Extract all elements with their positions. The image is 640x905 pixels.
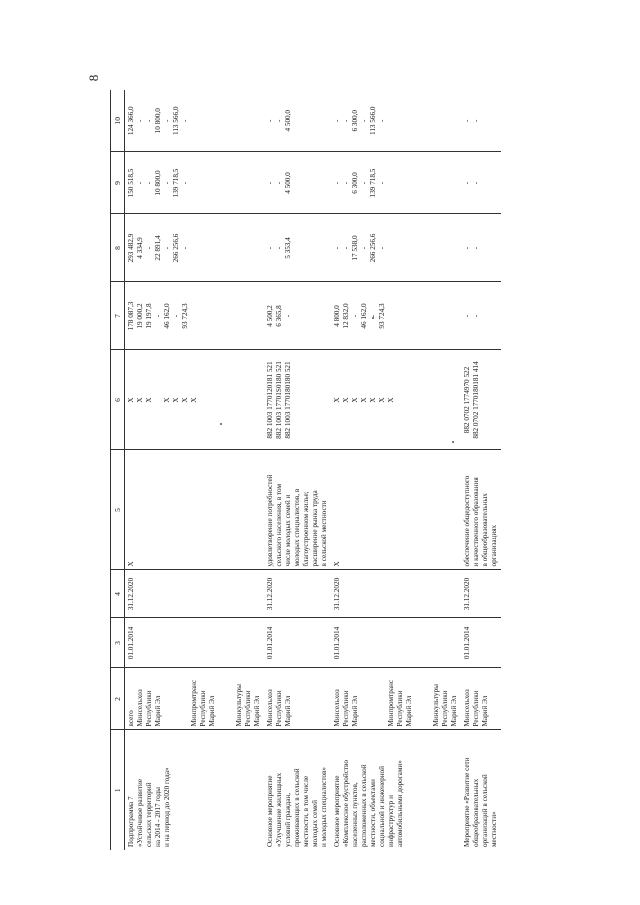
- header-cell: 5: [111, 450, 125, 570]
- header-cell: 2: [111, 668, 125, 730]
- table-row: [264, 90, 331, 850]
- cell-line: молодых специалистов, в: [293, 488, 302, 567]
- cell-line: 113 566,0: [369, 106, 378, 135]
- cell-line: 22 891,4: [154, 235, 163, 261]
- cell-line: -: [333, 181, 342, 185]
- cell-line: 19 000,2: [136, 303, 145, 329]
- table-cell-8: [461, 214, 501, 282]
- cell-line: -: [163, 246, 172, 250]
- header-cell: 3: [111, 618, 125, 668]
- cell-line: 266 256,6: [369, 233, 378, 263]
- cell-line: местности, в том числе: [302, 775, 311, 847]
- cell-line: 93 724,3: [378, 303, 387, 329]
- cell-line: 01.01.2014: [266, 626, 275, 660]
- table-cell-4: [331, 570, 461, 618]
- table-cell-7: [264, 282, 331, 350]
- cell-line: в сельской местности: [320, 500, 329, 567]
- cell-line: X: [333, 397, 342, 403]
- table-row: [461, 90, 501, 850]
- cell-line: молодых семей: [311, 800, 320, 847]
- cell-line: -: [136, 181, 145, 185]
- cell-line: -: [472, 181, 481, 185]
- cell-line: 4 500,2: [266, 305, 275, 327]
- header-cell: 7: [111, 282, 125, 350]
- table-cell-6: [331, 350, 461, 450]
- table-cell-1: [125, 730, 265, 850]
- cell-line: Основное мероприятие: [333, 775, 342, 847]
- header-cell: 9: [111, 152, 125, 214]
- cell-line: -: [360, 119, 369, 122]
- cell-line: благоустроенном жилье;: [302, 491, 311, 567]
- cell-line: -: [360, 181, 369, 185]
- cell-line: 6 300,0: [351, 109, 360, 132]
- cell-line: X: [127, 561, 136, 567]
- cell-line: Республики: [396, 690, 405, 727]
- table-cell-8: [331, 214, 461, 282]
- cell-line: 31.12.2020: [333, 577, 342, 611]
- cell-line: 882 1003 17701S0180 521: [275, 361, 284, 439]
- table-cell-3: [331, 618, 461, 668]
- header-cell: 10: [111, 90, 125, 152]
- cell-line: -: [275, 181, 284, 185]
- table-cell-5: [264, 450, 331, 570]
- cell-line: всего: [127, 710, 136, 727]
- cell-line: 4 500,0: [284, 109, 293, 132]
- cell-line: -: [145, 119, 154, 122]
- header-cell: 6: [111, 350, 125, 450]
- cell-line: -: [463, 314, 472, 318]
- cell-line: 139 718,5: [172, 168, 181, 198]
- table-cell-5: [461, 450, 501, 570]
- table-cell-10: [331, 90, 461, 152]
- cell-line: -: [351, 314, 360, 318]
- cell-line: расположенных в сельской: [360, 764, 369, 847]
- cell-line: Минкультуры: [432, 684, 441, 727]
- cell-line: -: [136, 119, 145, 122]
- table-cell-10: [125, 90, 265, 152]
- cell-line: -: [145, 246, 154, 250]
- cell-line: Республики: [244, 690, 253, 727]
- cell-line: -: [378, 246, 387, 250]
- cell-line: [378, 672, 387, 727]
- table-cell-3: [125, 618, 265, 668]
- table-row: [125, 90, 265, 850]
- cell-line: сельского населения, в том: [275, 483, 284, 567]
- scan-speck: [452, 441, 454, 443]
- table-cell-2: [461, 668, 501, 730]
- cell-line: X: [172, 397, 181, 403]
- cell-line: инфраструктур и: [387, 795, 396, 847]
- header-cell: 1: [111, 730, 125, 850]
- cell-line: «Улучшение жилищных: [275, 772, 284, 847]
- cell-line: 01.01.2014: [333, 626, 342, 660]
- cell-line: -: [275, 119, 284, 122]
- cell-line: -: [472, 119, 481, 122]
- cell-line: -: [172, 314, 181, 318]
- cell-line: сельских территорий: [145, 782, 154, 847]
- table-cell-8: [264, 214, 331, 282]
- cell-line: 4 800,0: [333, 305, 342, 327]
- cell-line: Республики: [472, 690, 481, 727]
- cell-line: -: [378, 119, 387, 122]
- cell-line: социальной и инженерной: [378, 766, 387, 847]
- cell-line: -: [369, 314, 378, 318]
- cell-line: -: [154, 314, 163, 318]
- table-cell-2: [264, 668, 331, 730]
- cell-line: организациях: [490, 524, 499, 567]
- header-cell: 8: [111, 214, 125, 282]
- cell-line: -: [266, 181, 275, 185]
- cell-line: в общеобразовательных: [481, 493, 490, 567]
- cell-line: 19 197,8: [145, 303, 154, 329]
- cell-line: местности»: [490, 811, 499, 847]
- cell-line: и молодых специалистов»: [320, 767, 329, 847]
- cell-line: X: [378, 397, 387, 403]
- cell-line: 46 162,0: [360, 303, 369, 329]
- cell-line: [414, 672, 423, 727]
- table-row: [331, 90, 461, 850]
- header-cell: 4: [111, 570, 125, 618]
- cell-line: [226, 672, 235, 727]
- cell-line: Минкультуры: [235, 684, 244, 727]
- table-cell-9: [264, 152, 331, 214]
- cell-line: X: [351, 397, 360, 403]
- cell-line: и на период до 2020 года»: [163, 767, 172, 847]
- cell-line: 17 538,0: [351, 235, 360, 261]
- table-cell-1: [461, 730, 501, 850]
- cell-line: [172, 672, 181, 727]
- cell-line: 12 832,0: [342, 303, 351, 329]
- table-cell-9: [331, 152, 461, 214]
- cell-line: 10 800,0: [154, 170, 163, 196]
- cell-line: -: [266, 119, 275, 122]
- cell-line: числе молодых семей и: [284, 494, 293, 567]
- cell-line: Марий Эл: [405, 695, 414, 727]
- cell-line: 93 724,3: [181, 303, 190, 329]
- cell-line: 178 087,3: [127, 301, 136, 331]
- cell-line: [154, 354, 163, 447]
- cell-line: Минсельхоз: [136, 689, 145, 727]
- cell-line: Республики: [441, 690, 450, 727]
- cell-line: Минпромтранс: [190, 679, 199, 727]
- cell-line: X: [163, 397, 172, 403]
- cell-line: [181, 672, 190, 727]
- cell-line: 113 566,0: [172, 106, 181, 135]
- cell-line: 882 1003 1770180180 521: [284, 361, 293, 439]
- table-cell-2: [331, 668, 461, 730]
- cell-line: -: [333, 119, 342, 122]
- cell-line: [217, 672, 226, 727]
- cell-line: расширение рынка труда: [311, 490, 320, 567]
- cell-line: -: [463, 119, 472, 122]
- cell-line: Марий Эл: [284, 695, 293, 727]
- cell-line: 6 300,0: [351, 172, 360, 194]
- cell-line: 124 366,0: [127, 106, 136, 136]
- table-cell-8: [125, 214, 265, 282]
- cell-line: Республики: [342, 690, 351, 727]
- cell-line: условий граждан,: [284, 792, 293, 847]
- cell-line: 01.01.2014: [463, 626, 472, 660]
- table-cell-7: [461, 282, 501, 350]
- table-cell-5: [331, 450, 461, 570]
- cell-line: -: [342, 246, 351, 250]
- table-cell-7: [331, 282, 461, 350]
- cell-line: [163, 672, 172, 727]
- cell-line: Минпромтранс: [387, 679, 396, 727]
- cell-line: [369, 672, 378, 727]
- cell-line: Минсельхоз: [333, 689, 342, 727]
- cell-line: -: [181, 181, 190, 185]
- program-table: [110, 90, 501, 850]
- cell-line: Марий Эл: [154, 695, 163, 727]
- cell-line: -: [163, 119, 172, 122]
- scan-speck: [220, 423, 222, 425]
- table-cell-6: [461, 350, 501, 450]
- cell-line: Республики: [275, 690, 284, 727]
- cell-line: -: [145, 181, 154, 185]
- cell-line: 31.12.2020: [266, 577, 275, 611]
- table-cell-4: [264, 570, 331, 618]
- cell-line: Марий Эл: [450, 695, 459, 727]
- scan-speck: [372, 317, 374, 319]
- cell-line: Республики: [199, 690, 208, 727]
- cell-line: Марий Эл: [208, 695, 217, 727]
- table-cell-10: [461, 90, 501, 152]
- cell-line: [360, 672, 369, 727]
- cell-line: удовлетворение потребностей: [266, 474, 275, 567]
- cell-line: Республики: [145, 690, 154, 727]
- cell-line: X: [145, 397, 154, 403]
- table-cell-5: [125, 450, 265, 570]
- cell-line: 882 0702 1770180181 414: [472, 361, 481, 439]
- cell-line: [423, 672, 432, 727]
- cell-line: 266 256,6: [172, 233, 181, 263]
- cell-line: -: [266, 246, 275, 250]
- cell-line: X: [387, 397, 396, 403]
- cell-line: 10 800,0: [154, 108, 163, 134]
- cell-line: 31.12.2020: [463, 577, 472, 611]
- cell-line: 150 518,5: [127, 168, 136, 198]
- cell-line: общеобразовательных: [472, 778, 481, 847]
- page-number: 8: [86, 74, 101, 82]
- cell-line: -: [181, 119, 190, 122]
- cell-line: X: [181, 397, 190, 403]
- cell-line: и качественного образования: [472, 477, 481, 567]
- cell-line: 882 0702 1774970 522: [463, 366, 472, 434]
- cell-line: -: [342, 119, 351, 122]
- cell-line: Марий Эл: [481, 695, 490, 727]
- table-cell-10: [264, 90, 331, 152]
- cell-line: X: [360, 397, 369, 403]
- table-cell-4: [125, 570, 265, 618]
- cell-line: 5 353,4: [284, 237, 293, 259]
- cell-line: -: [275, 246, 284, 250]
- cell-line: 01.01.2014: [127, 626, 136, 660]
- header-row: [111, 90, 125, 850]
- cell-line: -: [472, 314, 481, 318]
- cell-line: Марий Эл: [351, 695, 360, 727]
- cell-line: -: [378, 181, 387, 185]
- cell-line: -: [463, 181, 472, 185]
- cell-line: местности, объектами: [369, 779, 378, 847]
- table-cell-1: [264, 730, 331, 850]
- cell-line: X: [136, 397, 145, 403]
- cell-line: -: [181, 246, 190, 250]
- cell-line: -: [342, 181, 351, 185]
- table-cell-2: [125, 668, 265, 730]
- cell-line: X: [127, 397, 136, 403]
- cell-line: -: [463, 246, 472, 250]
- table-cell-7: [125, 282, 265, 350]
- table-cell-9: [125, 152, 265, 214]
- cell-line: населенных пунктов,: [351, 782, 360, 847]
- cell-line: 6 365,8: [275, 305, 284, 327]
- cell-line: 882 1003 1770120181 521: [266, 361, 275, 439]
- table-cell-1: [331, 730, 461, 850]
- cell-line: Мероприятие «Развитие сети: [463, 757, 472, 847]
- cell-line: Минсельхоз: [463, 689, 472, 727]
- table-cell-3: [461, 618, 501, 668]
- table-cell-4: [461, 570, 501, 618]
- cell-line: -: [163, 181, 172, 185]
- table-cell-6: [125, 350, 265, 450]
- cell-line: -: [284, 314, 293, 318]
- cell-line: X: [369, 397, 378, 403]
- cell-line: X: [333, 561, 342, 567]
- cell-line: Подпрограмма 7: [127, 796, 136, 847]
- cell-line: обеспечение общедоступного: [463, 475, 472, 567]
- cell-line: «Устойчивое развитие: [136, 778, 145, 847]
- cell-line: -: [472, 246, 481, 250]
- cell-line: 4 334,9: [136, 237, 145, 259]
- cell-line: 46 162,0: [163, 303, 172, 329]
- table-cell-6: [264, 350, 331, 450]
- table-cell-9: [461, 152, 501, 214]
- cell-line: 293 482,9: [127, 233, 136, 263]
- cell-line: 139 718,5: [369, 168, 378, 198]
- cell-line: «Комплексное обустройство: [342, 760, 351, 847]
- cell-line: -: [360, 246, 369, 250]
- cell-line: -: [333, 246, 342, 250]
- cell-line: организаций в сельской: [481, 774, 490, 847]
- cell-line: на 2014 - 2017 годы: [154, 786, 163, 847]
- cell-line: 31.12.2020: [127, 577, 136, 611]
- table-cell-3: [264, 618, 331, 668]
- rotated-table-container: [110, 90, 530, 850]
- cell-line: автомобильными дорогами»: [396, 760, 405, 847]
- cell-line: X: [190, 397, 199, 403]
- cell-line: Основное мероприятие: [266, 775, 275, 847]
- cell-line: Минсельхоз: [266, 689, 275, 727]
- cell-line: X: [342, 397, 351, 403]
- cell-line: Марий Эл: [253, 695, 262, 727]
- cell-line: 4 500,0: [284, 172, 293, 194]
- cell-line: проживающих в сельской: [293, 768, 302, 847]
